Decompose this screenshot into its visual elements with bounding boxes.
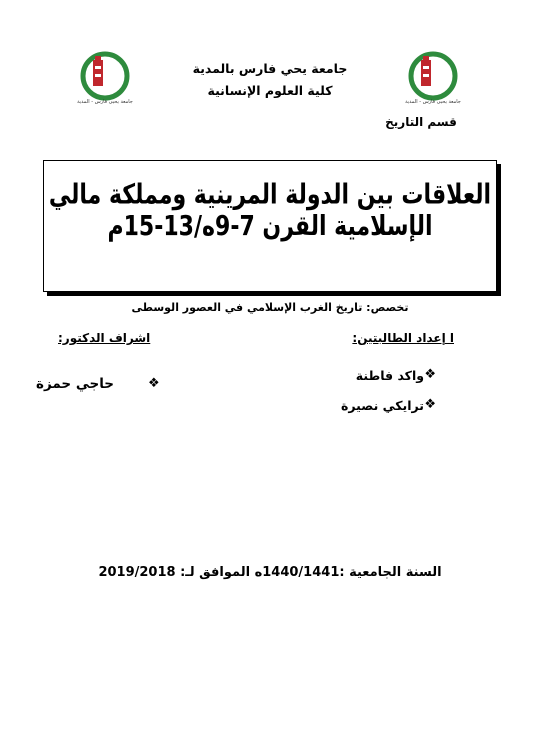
thesis-title: العلاقات بين الدولة المرينية ومملكة مالي الإسلامية القرن 7-9ه/13-15م (48, 179, 492, 243)
student-name-2: ترايكي نصيرة (341, 398, 424, 413)
supervisor-name: حاجي حمزة (36, 376, 115, 392)
logo-text: جامعة يحيى فارس - المدية (405, 99, 461, 105)
supervisor-label: اشراف الدكتور: (58, 331, 151, 345)
university-heading (0, 58, 540, 102)
bullet-diamond-icon: ❖ (424, 397, 436, 412)
faculty-name: كلية العلوم الإنسانية (207, 83, 333, 98)
department-name: قسم التاريخ (385, 115, 457, 129)
bullet-diamond-icon: ❖ (424, 367, 436, 382)
bullet-diamond-icon: ❖ (148, 376, 160, 391)
student-name-1: واكد فاطنة (355, 368, 424, 383)
logo-text: جامعة يحيى فارس - المدية (77, 99, 133, 105)
specialization: تخصص: تاريخ الغرب الإسلامي في العصور الوسطى (131, 301, 409, 314)
academic-year: السنة الجامعية :1440/1441ه الموافق لـ: 2019/2018 (98, 565, 442, 580)
university-name: جامعة يحي فارس بالمدية (192, 61, 348, 76)
students-label: ا إعداد الطالبتين: (352, 331, 454, 345)
